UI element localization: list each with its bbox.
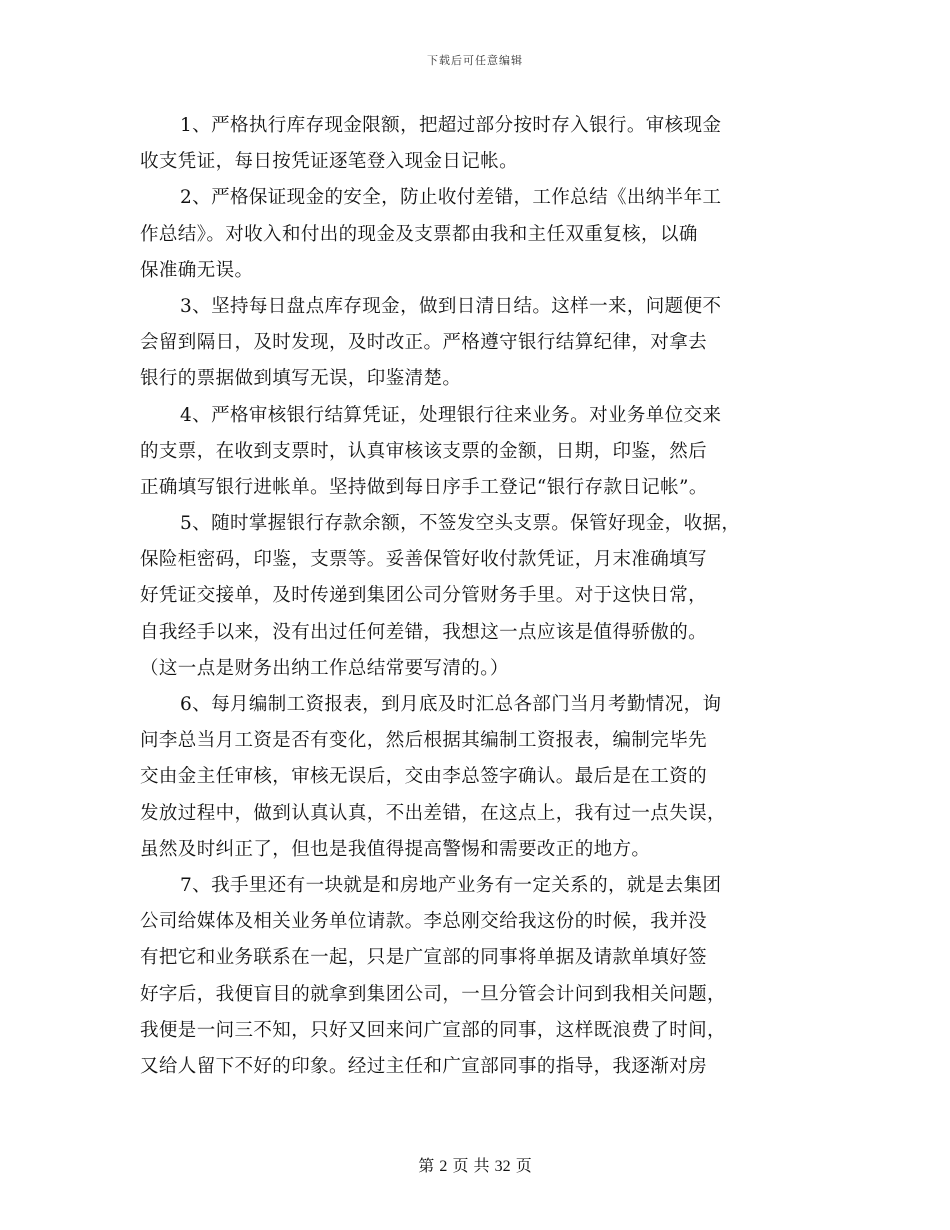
text-line: 5、随时掌握银行存款余额，不签发空头支票。保管好现金，收据， — [180, 513, 741, 535]
footer-total-pages: 32 — [494, 1158, 511, 1175]
text-line: 1、严格执行库存现金限额，把超过部分按时存入银行。审核现金 — [180, 115, 722, 136]
text-line: 收支凭证，每日按凭证逐笔登入现金日记帐。 — [140, 151, 519, 173]
footer-middle: 页 共 — [452, 1156, 490, 1175]
text-line: 银行的票据做到填写无误，印鉴清楚。 — [140, 368, 462, 390]
footer-suffix: 页 — [515, 1156, 532, 1175]
text-line: （这一点是财务出纳工作总结常要写清的。） — [140, 657, 509, 679]
text-line: 3、坚持每日盘点库存现金，做到日清日结。这样一来，问题便不 — [180, 295, 722, 317]
text-line: 保准确无误。 — [140, 259, 254, 281]
text-line: 的支票，在收到支票时，认真审核该支票的金额，日期，印鉴，然后 — [140, 440, 708, 462]
text-line: 作总结》。对收入和付出的现金及支票都由我和主任双重复核，以确 — [140, 223, 698, 245]
text-line: 我便是一问三不知，只好又回来问广宣部的同事，这样既浪费了时间， — [140, 1019, 726, 1041]
text-line: 2、严格保证现金的安全，防止收付差错，工作总结《出纳半年工 — [180, 187, 722, 209]
footer-prefix: 第 — [418, 1156, 435, 1175]
text-line: 7、我手里还有一块就是和房地产业务有一定关系的，就是去集团 — [180, 874, 722, 896]
text-line: 问李总当月工资是否有变化，然后根据其编制工资报表，编制完毕先 — [140, 730, 708, 752]
text-line: 自我经手以来，没有出过任何差错，我想这一点应该是值得骄傲的。 — [140, 621, 708, 643]
text-line: 正确填写银行进帐单。坚持做到每日序手工登记“银行存款日记帐”。 — [140, 476, 708, 498]
text-line: 4、严格审核银行结算凭证，处理银行往来业务。对业务单位交来 — [180, 404, 722, 426]
text-line: 交由金主任审核，审核无误后，交由李总签字确认。最后是在工资的 — [140, 766, 708, 788]
text-line: 发放过程中，做到认真认真，不出差错，在这点上，我有过一点失误， — [140, 802, 726, 824]
text-line: 保险柜密码，印鉴，支票等。妥善保管好收付款凭证，月末准确填写 — [140, 549, 708, 571]
footer-page-number: 2 — [439, 1158, 448, 1175]
text-line: 好凭证交接单，及时传递到集团公司分管财务手里。对于这快日常， — [140, 585, 708, 607]
document-body — [140, 108, 830, 1085]
text-line: 有把它和业务联系在一起，只是广宣部的同事将单据及请款单填好签 — [140, 947, 708, 969]
text-line: 公司给媒体及相关业务单位请款。李总刚交给我这份的时候，我并没 — [140, 911, 708, 933]
text-line: 会留到隔日，及时发现，及时改正。严格遵守银行结算纪律，对拿去 — [140, 332, 708, 354]
text-line: 6、每月编制工资报表，到月底及时汇总各部门当月考勤情况，询 — [180, 694, 722, 715]
page-header: 下载后可任意编辑 — [427, 54, 523, 67]
text-line: 好字后，我便盲目的就拿到集团公司，一旦分管会计问到我相关问题， — [140, 983, 726, 1005]
text-line: 虽然及时纠正了，但也是我值得提高警惕和需要改正的地方。 — [140, 838, 651, 860]
page-footer — [0, 1153, 950, 1176]
text-line: 又给人留下不好的印象。经过主任和广宣部同事的指导，我逐渐对房 — [140, 1055, 708, 1077]
